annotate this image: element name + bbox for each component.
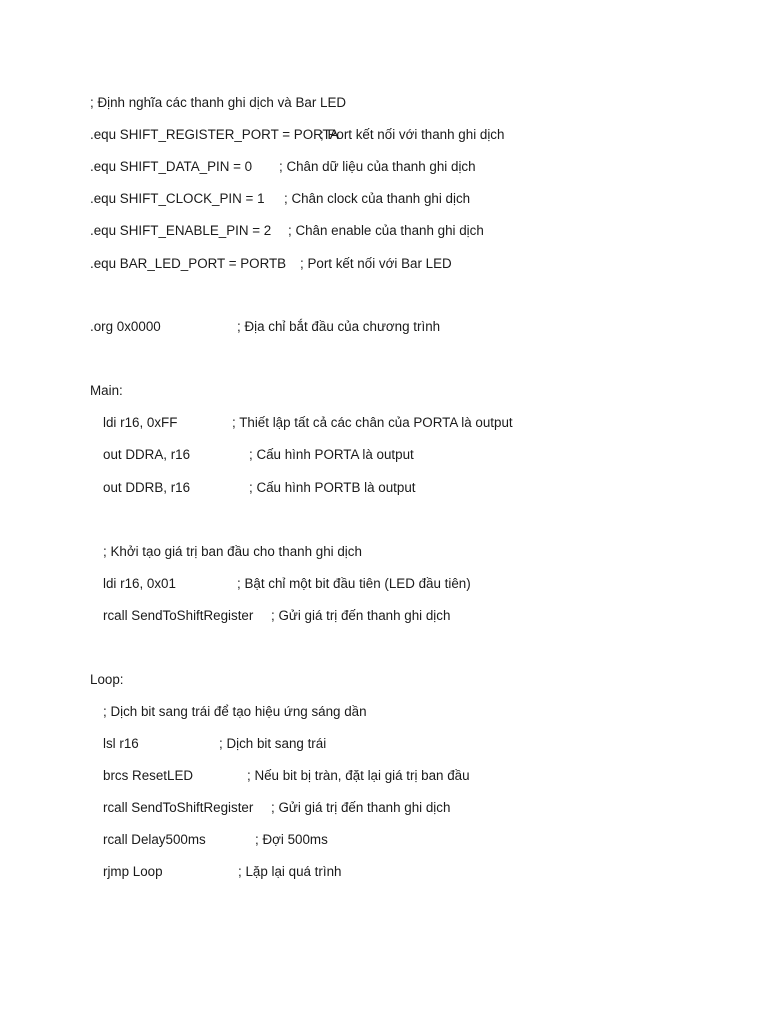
code-comment: ; Lặp lại quá trình — [238, 864, 342, 879]
code-comment: ; Chân dữ liệu của thanh ghi dịch — [279, 159, 476, 174]
code-comment: ; Gửi giá trị đến thanh ghi dịch — [271, 800, 451, 815]
code-comment: ; Chân clock của thanh ghi dịch — [284, 191, 471, 206]
code-comment: ; Bật chỉ một bit đầu tiên (LED đầu tiên) — [237, 576, 471, 591]
code-line: ; Dịch bit sang trái để tạo hiệu ứng sáng dần — [103, 704, 367, 719]
code-comment: ; Cấu hình PORTB là output — [249, 480, 416, 495]
code-line: lsl r16 — [103, 736, 139, 751]
code-comment: ; Thiết lập tất cả các chân của PORTA là output — [232, 415, 513, 430]
code-comment: ; Dịch bit sang trái — [219, 736, 327, 751]
code-line: .equ SHIFT_CLOCK_PIN = 1 — [90, 191, 265, 206]
code-line: ldi r16, 0xFF — [103, 415, 178, 430]
code-line: rcall SendToShiftRegister — [103, 608, 254, 623]
code-comment: ; Đợi 500ms — [255, 832, 328, 847]
code-line: .equ BAR_LED_PORT = PORTB — [90, 256, 287, 271]
code-line: brcs ResetLED — [103, 768, 194, 783]
code-line: ; Khởi tạo giá trị ban đầu cho thanh ghi dịch — [103, 544, 362, 559]
code-line: .org 0x0000 — [90, 319, 161, 334]
code-line: rjmp Loop — [103, 864, 163, 879]
code-line: rcall Delay500ms — [103, 832, 206, 847]
code-comment: ; Port kết nối với thanh ghi dịch — [320, 127, 505, 142]
code-comment: ; Cấu hình PORTA là output — [249, 447, 414, 462]
code-line: ; Định nghĩa các thanh ghi dịch và Bar LED — [90, 95, 347, 110]
code-label: Main: — [90, 383, 123, 398]
code-label: Loop: — [90, 672, 124, 687]
code-line: out DDRA, r16 — [103, 447, 191, 462]
code-comment: ; Địa chỉ bắt đầu của chương trình — [237, 319, 441, 334]
code-line: rcall SendToShiftRegister — [103, 800, 254, 815]
code-line: .equ SHIFT_DATA_PIN = 0 — [90, 159, 253, 174]
code-line: .equ SHIFT_ENABLE_PIN = 2 — [90, 223, 272, 238]
code-line: out DDRB, r16 — [103, 480, 191, 495]
code-line: .equ SHIFT_REGISTER_PORT = PORTA — [90, 127, 339, 142]
code-comment: ; Nếu bit bị tràn, đặt lại giá trị ban đầu — [247, 768, 470, 783]
code-comment: ; Gửi giá trị đến thanh ghi dịch — [271, 608, 451, 623]
code-comment: ; Chân enable của thanh ghi dịch — [288, 223, 484, 238]
code-line: ldi r16, 0x01 — [103, 576, 176, 591]
code-comment: ; Port kết nối với Bar LED — [300, 256, 452, 271]
